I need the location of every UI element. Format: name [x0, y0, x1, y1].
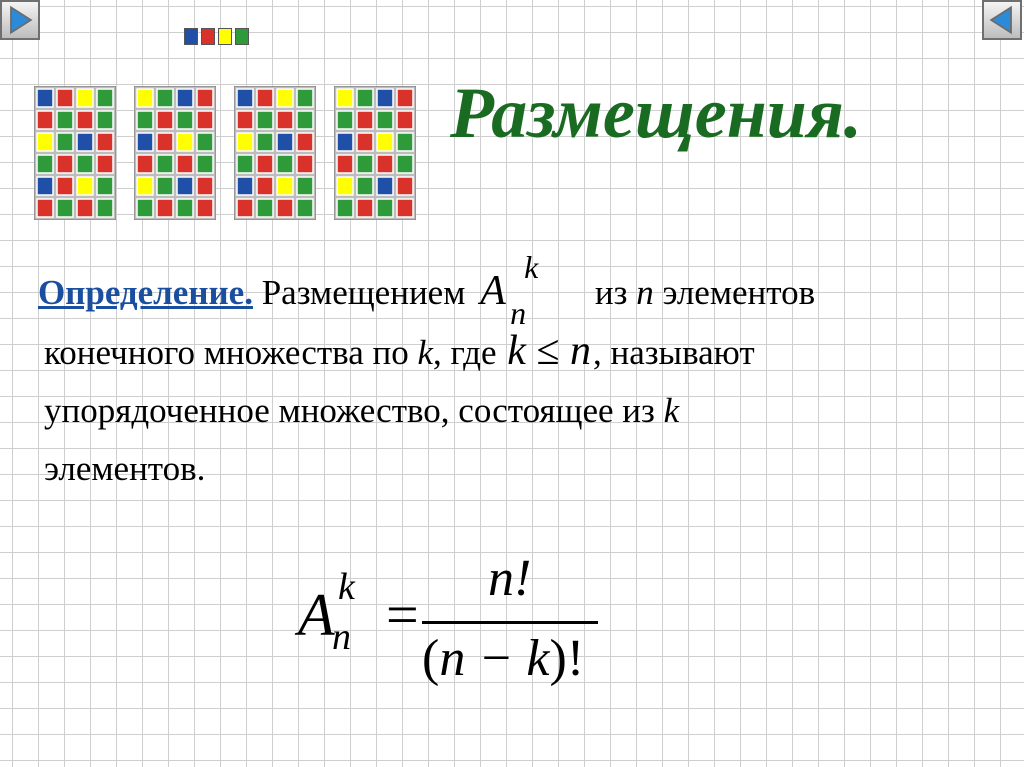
grid-tile [77, 111, 93, 129]
grid-tile [377, 199, 393, 217]
grid-tile [297, 199, 313, 217]
definition-line-2: конечного множества по k, где k ≤ n, называют [44, 328, 755, 374]
grid-tile [377, 133, 393, 151]
grid-tile [37, 89, 53, 107]
grid-tile [177, 89, 193, 107]
grid-tile [377, 111, 393, 129]
grid-tile [177, 133, 193, 151]
grid-tile [257, 177, 273, 195]
grid-tile [37, 133, 53, 151]
grid-tile [77, 199, 93, 217]
grid-tile [297, 111, 313, 129]
grid-tile [237, 89, 253, 107]
grid-tile [257, 133, 273, 151]
arrangement-formula: A n k = n! (n − k)! [290, 555, 610, 695]
arrangement-grid-4 [334, 86, 416, 220]
definition-text: Размещением [261, 273, 466, 312]
grid-tile [97, 155, 113, 173]
play-right-icon [2, 2, 38, 38]
grid-tile [137, 155, 153, 173]
grid-tile [337, 133, 353, 151]
grid-tile [277, 89, 293, 107]
grid-tile [57, 111, 73, 129]
grid-tile [97, 89, 113, 107]
grid-tile [337, 111, 353, 129]
grid-tile [157, 199, 173, 217]
grid-tile [197, 89, 213, 107]
next-slide-button[interactable] [0, 0, 40, 40]
grid-tile [97, 133, 113, 151]
swatch-red [201, 28, 215, 45]
arrangement-grid-1 [34, 86, 116, 220]
grid-tile [237, 111, 253, 129]
definition-paragraph [38, 249, 1013, 498]
grid-tile [337, 177, 353, 195]
grid-tile [297, 133, 313, 151]
grid-tile [157, 177, 173, 195]
grid-tile [137, 133, 153, 151]
grid-tile [37, 111, 53, 129]
grid-tile [397, 111, 413, 129]
grid-tile [297, 177, 313, 195]
grid-tile [137, 177, 153, 195]
grid-tile [177, 111, 193, 129]
grid-tile [57, 199, 73, 217]
grid-tile [277, 199, 293, 217]
grid-tile [237, 133, 253, 151]
grid-tile [277, 155, 293, 173]
grid-tile [357, 111, 373, 129]
definition-line-3: упорядоченное множество, состоящее из k [44, 391, 680, 430]
definition-line-4: элементов. [44, 449, 206, 488]
inequality: k ≤ n [507, 328, 591, 374]
grid-tile [97, 199, 113, 217]
grid-tile [137, 199, 153, 217]
grid-tile [197, 111, 213, 129]
formula-numerator: n! [488, 550, 532, 607]
definition-line-1: Определение. Размещением A n k из n элементов [38, 249, 816, 331]
grid-tile [177, 155, 193, 173]
grid-tile [77, 155, 93, 173]
grid-tile [297, 89, 313, 107]
grid-tile [37, 199, 53, 217]
grid-tile [77, 133, 93, 151]
grid-tile [157, 133, 173, 151]
grid-tile [377, 177, 393, 195]
grid-tile [177, 199, 193, 217]
page-title: Размещения. [450, 73, 862, 153]
grid-tile [57, 89, 73, 107]
grid-tile [197, 177, 213, 195]
definition-label: Определение. [38, 273, 253, 312]
grid-tile [257, 89, 273, 107]
grid-tile [197, 199, 213, 217]
grid-tile [57, 133, 73, 151]
grid-tile [237, 177, 253, 195]
swatch-green [235, 28, 249, 45]
grid-tile [377, 89, 393, 107]
grid-tile [137, 111, 153, 129]
grid-tile [397, 155, 413, 173]
color-swatch-row [184, 28, 249, 45]
grid-tile [257, 111, 273, 129]
grid-tile [277, 133, 293, 151]
grid-tile [237, 199, 253, 217]
fraction-bar [422, 621, 598, 624]
grid-tile [297, 155, 313, 173]
previous-slide-button[interactable] [982, 0, 1022, 40]
grid-tile [257, 155, 273, 173]
arrangement-grid-3 [234, 86, 316, 220]
arrangement-grid-2 [134, 86, 216, 220]
grid-tile [157, 111, 173, 129]
grid-tile [277, 111, 293, 129]
grid-tile [357, 177, 373, 195]
grid-tile [97, 111, 113, 129]
grid-tile [337, 155, 353, 173]
play-left-icon [984, 2, 1020, 38]
grid-tile [337, 199, 353, 217]
grid-tile [357, 155, 373, 173]
grid-tile [197, 155, 213, 173]
grid-tile [57, 177, 73, 195]
grid-tile [357, 89, 373, 107]
grid-tile [97, 177, 113, 195]
grid-tile [197, 133, 213, 151]
grid-tile [77, 89, 93, 107]
grid-tile [57, 155, 73, 173]
grid-tile [177, 177, 193, 195]
grid-tile [257, 199, 273, 217]
swatch-blue [184, 28, 198, 45]
grid-tile [77, 177, 93, 195]
grid-tile [37, 177, 53, 195]
grid-tile [397, 177, 413, 195]
grid-tile [397, 89, 413, 107]
grid-tile [157, 89, 173, 107]
grid-tile [397, 199, 413, 217]
grid-tile [157, 155, 173, 173]
grid-tile [397, 133, 413, 151]
formula-denominator: (n − k)! [422, 630, 585, 687]
swatch-yellow [218, 28, 232, 45]
grid-tile [277, 177, 293, 195]
arrangement-symbol: A n k [480, 249, 539, 331]
grid-tile [137, 89, 153, 107]
grid-tile [237, 155, 253, 173]
grid-tile [357, 199, 373, 217]
grid-tile [37, 155, 53, 173]
grid-tile [357, 133, 373, 151]
grid-tile [377, 155, 393, 173]
grid-tile [337, 89, 353, 107]
